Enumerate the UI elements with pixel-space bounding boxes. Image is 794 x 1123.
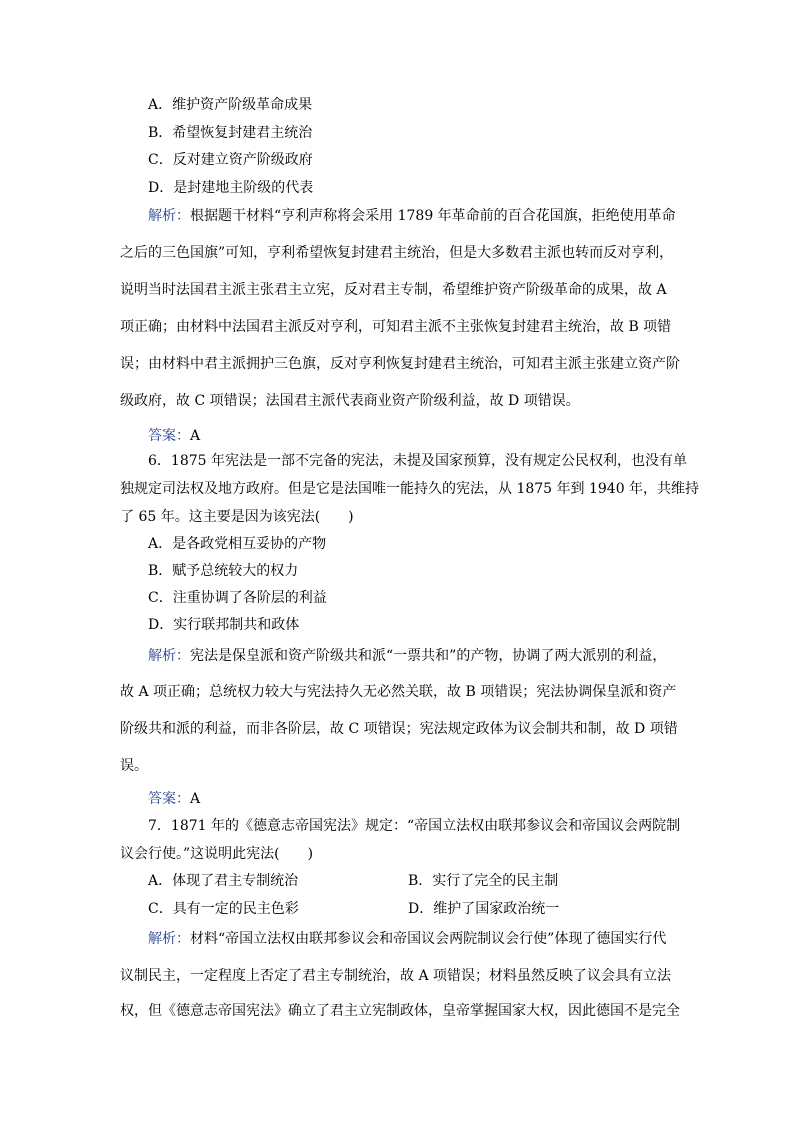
q7-option-b: B．实行了完全的民主制 bbox=[408, 873, 559, 889]
q7-option-d: D．维护了国家政治统一 bbox=[408, 901, 560, 917]
q6-option-a: A．是各政党相互妥协的产物 bbox=[148, 536, 327, 552]
q6-analysis-line-4: 误。 bbox=[120, 758, 148, 774]
q5-option-b: B．希望恢复封建君主统治 bbox=[148, 125, 313, 141]
q6-option-d: D．实行联邦制共和政体 bbox=[148, 617, 300, 633]
q5-analysis-label: 解析： bbox=[148, 208, 190, 224]
q5-analysis-line-5: 误；由材料中君主派拥护三色旗，反对亨利恢复封建君主统治，可知君主派主张建立资产阶 bbox=[120, 356, 680, 372]
q5-analysis-text-1: 根据题干材料“亨利声称将会采用 1789 年革命前的百合花国旗，拒绝使用革命 bbox=[190, 208, 676, 224]
q7-stem-line-2: 议会行使。”这说明此宪法( ) bbox=[120, 846, 314, 862]
q7-analysis-line-1 bbox=[148, 930, 666, 948]
q6-answer bbox=[148, 790, 200, 808]
q5-option-c: C．反对建立资产阶级政府 bbox=[148, 152, 313, 168]
q6-analysis-line-1 bbox=[148, 647, 666, 665]
q7-analysis-line-2: 议制民主，一定程度上否定了君主专制统治，故 A 项错误；材料虽然反映了议会具有立法 bbox=[120, 968, 672, 984]
q6-option-b: B．赋予总统较大的权力 bbox=[148, 563, 299, 579]
q7-option-c: C．具有一定的民主色彩 bbox=[148, 901, 299, 917]
q5-option-d: D．是封建地主阶级的代表 bbox=[148, 180, 314, 196]
q5-analysis-line-4: 项正确；由材料中法国君主派反对亨利，可知君主派不主张恢复封建君主统治，故 B 项错 bbox=[120, 319, 672, 335]
q6-stem-line-2: 独规定司法权及地方政府。但是它是法国唯一能持久的宪法，从 1875 年到 1940 年，共维持 bbox=[120, 481, 700, 497]
q6-stem-line-1: 6．1875 年宪法是一部不完备的宪法，未提及国家预算，没有规定公民权利，也没有单 bbox=[148, 453, 687, 469]
q5-analysis-line-3: 说明当时法国君主派主张君主立宪，反对君主专制，希望维护资产阶级革命的成果，故 A bbox=[120, 282, 667, 298]
q6-answer-value: A bbox=[190, 791, 201, 807]
q6-analysis-label: 解析： bbox=[148, 648, 190, 664]
q6-stem-line-3: 了 65 年。这主要是因为该宪法( ) bbox=[120, 509, 354, 525]
q5-analysis-line-2: 之后的三色国旗”可知，亨利希望恢复封建君主统治，但是大多数君主派也转而反对亨利， bbox=[120, 245, 674, 261]
q6-analysis-line-3: 阶级共和派的利益，而非各阶层，故 C 项错误；宪法规定政体为议会制共和制，故 D 项错 bbox=[120, 721, 678, 737]
q7-stem-line-1: 7．1871 年的《德意志帝国宪法》规定：“帝国立法权由联邦参议会和帝国议会两院制 bbox=[148, 818, 681, 834]
q5-analysis-line-6: 级政府，故 C 项错误；法国君主派代表商业资产阶级利益，故 D 项错误。 bbox=[120, 393, 580, 409]
q7-analysis-text-1: 材料“帝国立法权由联邦参议会和帝国议会两院制议会行使”体现了德国实行代 bbox=[190, 931, 667, 947]
q6-option-c: C．注重协调了各阶层的利益 bbox=[148, 590, 327, 606]
q5-answer bbox=[148, 427, 200, 445]
q6-analysis-text-1: 宪法是保皇派和资产阶级共和派“一票共和”的产物，协调了两大派别的利益， bbox=[190, 648, 667, 664]
q7-option-a: A．体现了君主专制统治 bbox=[148, 873, 299, 889]
q6-analysis-line-2: 故 A 项正确；总统权力较大与宪法持久无必然关联，故 B 项错误；宪法协调保皇派和资产 bbox=[120, 684, 677, 700]
q6-answer-label: 答案： bbox=[148, 791, 190, 807]
q5-answer-value: A bbox=[190, 428, 201, 444]
q7-analysis-label: 解析： bbox=[148, 931, 190, 947]
q5-answer-label: 答案： bbox=[148, 428, 190, 444]
q5-option-a: A．维护资产阶级革命成果 bbox=[148, 97, 313, 113]
q5-analysis-line-1 bbox=[148, 207, 675, 225]
q7-analysis-line-3: 权，但《德意志帝国宪法》确立了君主立宪制政体，皇帝掌握国家大权，因此德国不是完全 bbox=[120, 1003, 680, 1019]
